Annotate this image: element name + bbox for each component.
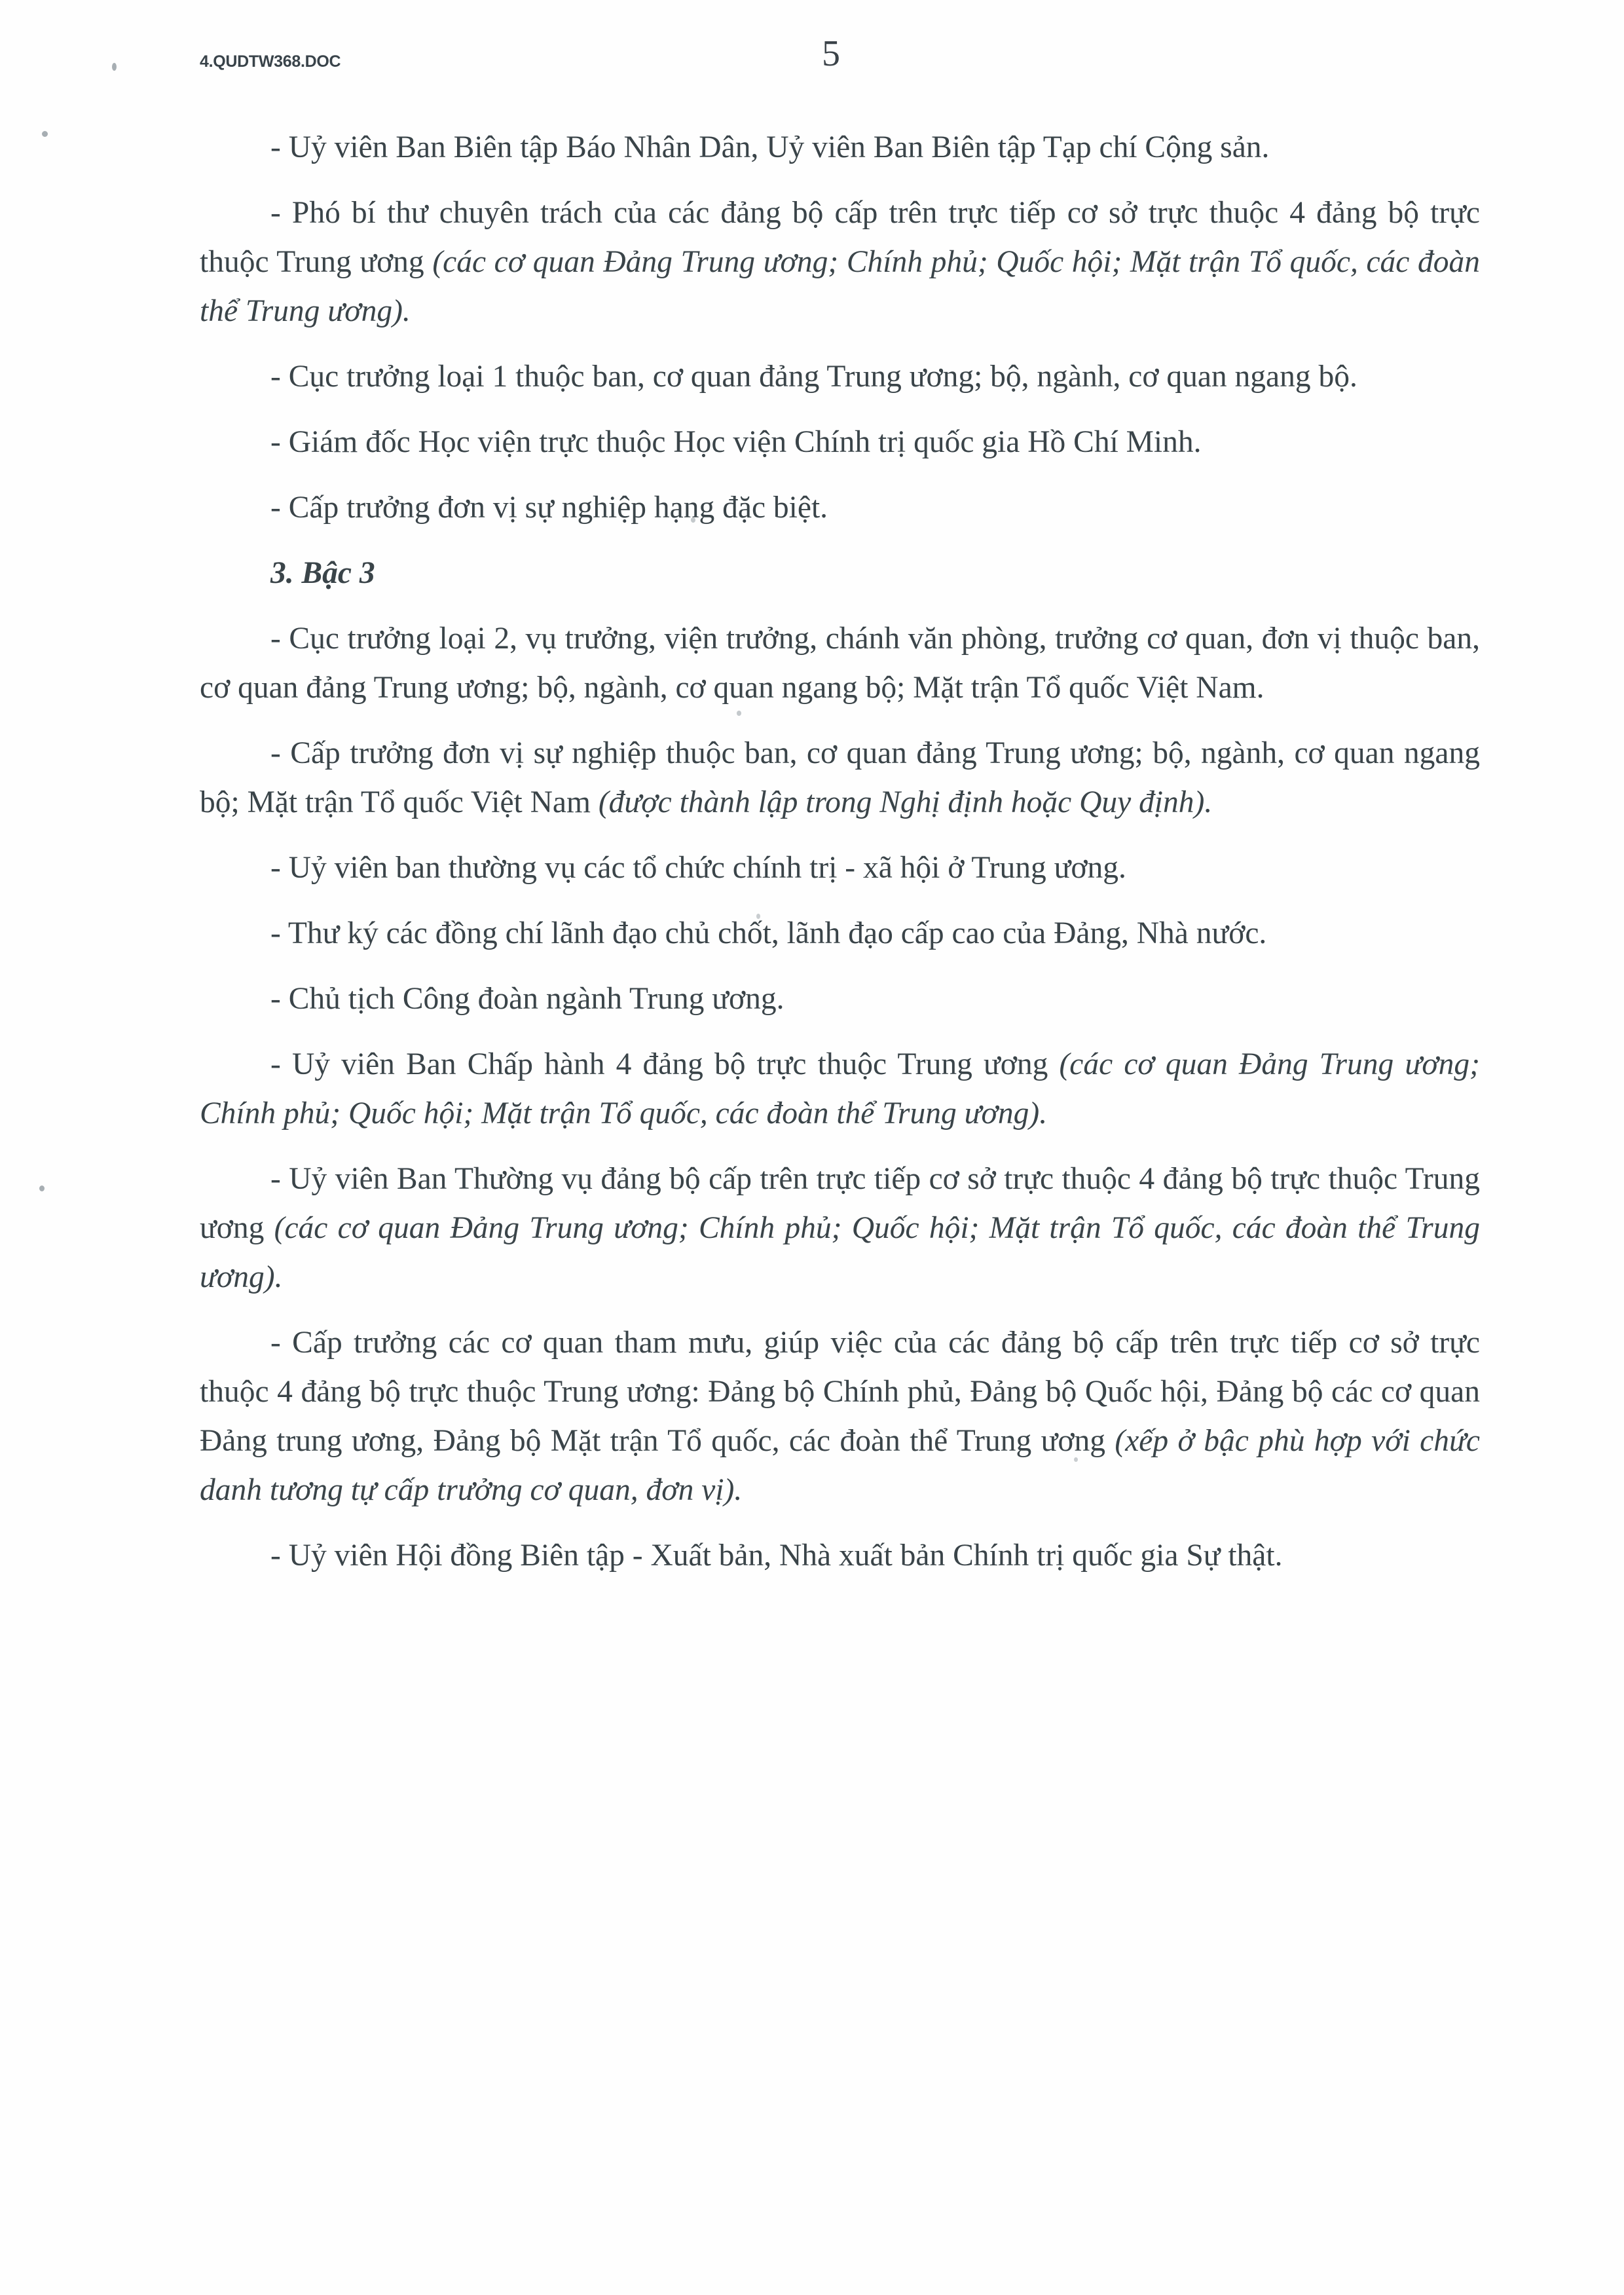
text-run: - Uỷ viên Ban Chấp hành 4 đảng bộ trực thuộc Trung ương bbox=[270, 1047, 1060, 1081]
body-paragraph bbox=[200, 975, 1480, 1024]
text-run: - Cục trưởng loại 2, vụ trưởng, viện trưởng, chánh văn phòng, trưởng cơ quan, đơn vị thuộc ban, cơ quan đảng Trung ương; bộ, ngành, cơ quan ngang bộ; Mặt trận Tổ quốc Việt Nam. bbox=[200, 622, 1480, 705]
body-paragraph bbox=[200, 909, 1480, 958]
body-paragraph bbox=[200, 123, 1480, 172]
italic-note: (các cơ quan Đảng Trung ương; Chính phủ; Quốc hội; Mặt trận Tổ quốc, các đoàn thể Trung ương). bbox=[200, 1211, 1480, 1294]
text-run: - Uỷ viên Hội đồng Biên tập - Xuất bản, Nhà xuất bản Chính trị quốc gia Sự thật. bbox=[270, 1539, 1283, 1573]
body-paragraph bbox=[200, 844, 1480, 893]
body-paragraph bbox=[200, 729, 1480, 827]
body-paragraph bbox=[200, 614, 1480, 713]
text-run: - Phó bí thư chuyên trách của các đảng bộ cấp trên trực tiếp cơ sở trực thuộc 4 đảng bộ trực thuộc Trung ương bbox=[200, 196, 1480, 279]
text-run: - Uỷ viên ban thường vụ các tổ chức chính trị - xã hội ở Trung ương. bbox=[270, 851, 1126, 885]
body-paragraph bbox=[200, 1040, 1480, 1138]
body-paragraph bbox=[200, 418, 1480, 467]
italic-note: (các cơ quan Đảng Trung ương; Chính phủ; Quốc hội; Mặt trận Tổ quốc, các đoàn thể Trung ương). bbox=[200, 245, 1480, 328]
document-body bbox=[200, 123, 1480, 1597]
body-paragraph bbox=[200, 1531, 1480, 1580]
text-run: - Uỷ viên Ban Thường vụ đảng bộ cấp trên trực tiếp cơ sở trực thuộc 4 đảng bộ trực thuộc Trung ương bbox=[200, 1162, 1480, 1245]
text-run: - Cấp trưởng đơn vị sự nghiệp thuộc ban, cơ quan đảng Trung ương; bộ, ngành, cơ quan ngang bộ; Mặt trận Tổ quốc Việt Nam bbox=[200, 736, 1480, 819]
document-code: 4.QUDTW368.DOC bbox=[200, 52, 341, 71]
text-run: - Cấp trưởng các cơ quan tham mưu, giúp việc của các đảng bộ cấp trên trực tiếp cơ sở trực thuộc 4 đảng bộ trực thuộc Trung ương: Đảng bộ Chính phủ, Đảng bộ Quốc hội, Đảng bộ các cơ quan Đảng trung ương, Đảng bộ Mặt trận Tổ quốc, các đoàn thể Trung ương bbox=[200, 1326, 1480, 1458]
italic-note: (được thành lập trong Nghị định hoặc Quy định). bbox=[598, 785, 1213, 819]
page-number: 5 bbox=[822, 33, 840, 74]
text-run: - Cấp trưởng đơn vị sự nghiệp hạng đặc biệt. bbox=[270, 491, 828, 525]
body-paragraph bbox=[200, 1318, 1480, 1515]
body-paragraph bbox=[200, 189, 1480, 336]
italic-note: (xếp ở bậc phù hợp với chức danh tương tự cấp trưởng cơ quan, đơn vị). bbox=[200, 1424, 1480, 1507]
page-header bbox=[0, 33, 1624, 100]
text-run: - Chủ tịch Công đoàn ngành Trung ương. bbox=[270, 982, 784, 1016]
body-paragraph bbox=[200, 1155, 1480, 1302]
text-run: - Thư ký các đồng chí lãnh đạo chủ chốt, lãnh đạo cấp cao của Đảng, Nhà nước. bbox=[270, 916, 1267, 950]
section-heading bbox=[200, 549, 1480, 598]
scan-speckle bbox=[39, 1185, 45, 1191]
text-run: - Uỷ viên Ban Biên tập Báo Nhân Dân, Uỷ viên Ban Biên tập Tạp chí Cộng sản. bbox=[270, 130, 1270, 164]
italic-note: (các cơ quan Đảng Trung ương; Chính phủ; Quốc hội; Mặt trận Tổ quốc, các đoàn thể Trung ương). bbox=[200, 1047, 1480, 1130]
heading-text: 3. Bậc 3 bbox=[270, 556, 375, 590]
body-paragraph bbox=[200, 352, 1480, 401]
body-paragraph bbox=[200, 483, 1480, 532]
text-run: - Giám đốc Học viện trực thuộc Học viện Chính trị quốc gia Hồ Chí Minh. bbox=[270, 425, 1202, 459]
text-run: - Cục trưởng loại 1 thuộc ban, cơ quan đảng Trung ương; bộ, ngành, cơ quan ngang bộ. bbox=[270, 360, 1357, 394]
scan-speckle bbox=[42, 131, 48, 137]
